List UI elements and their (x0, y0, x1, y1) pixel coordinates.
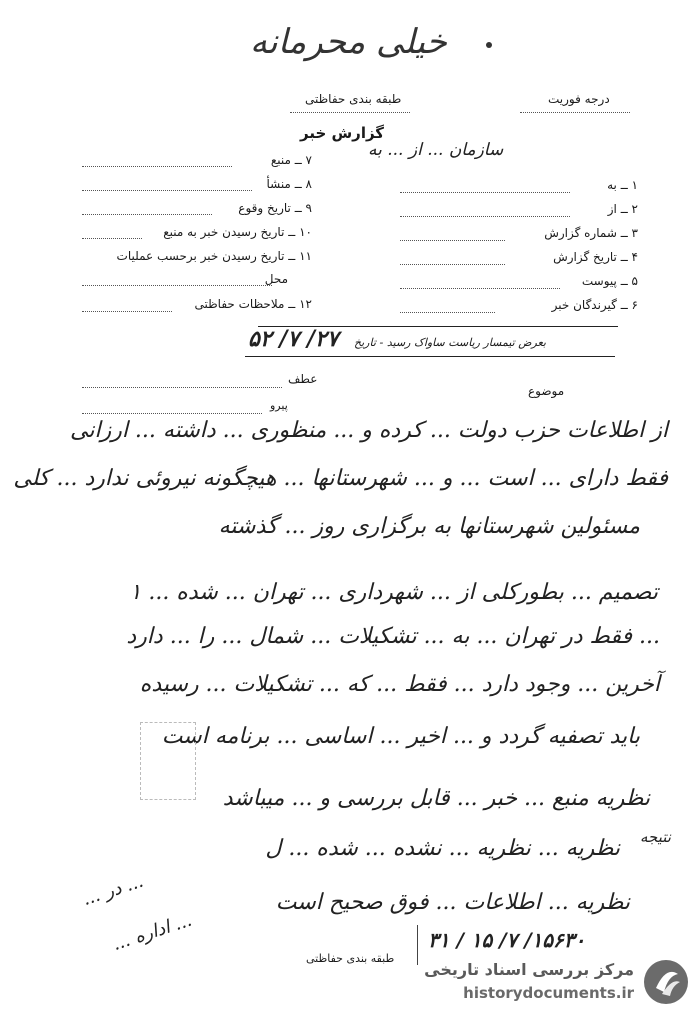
field-8: ۸ ــ منشأ (266, 177, 312, 191)
from-line: سازمان ... از ... به (368, 140, 504, 160)
field-6-dots (400, 312, 495, 313)
field-label: منبع (270, 153, 291, 167)
atf-label: عطف (288, 372, 318, 386)
priority-label: درجه فوریت (548, 92, 610, 106)
body-line-7: باید تصفیه گردد و ... اخیر ... اساسی ... برنامه است (161, 724, 640, 749)
peyro-dots (82, 413, 262, 414)
field-4: ۴ ــ تاریخ گزارش (553, 250, 638, 264)
field-12: ۱۲ ــ ملاحظات حفاظتی (194, 297, 312, 311)
field-num: ۱۲ (299, 297, 312, 311)
field-location-dots (82, 285, 272, 286)
body-line-5: ... فقط در تهران ... به ... تشکیلات ... شمال ... را ... دارد (126, 624, 660, 649)
watermark-title: مرکز بررسی اسناد تاریخی (424, 960, 634, 979)
report-title: گزارش خبر (300, 124, 385, 142)
body-line-3: مسئولین شهرستانها به برگزاری روز ... گذشته (218, 514, 640, 539)
field-label: تاریخ رسیدن خبر برحسب عملیات (116, 249, 285, 263)
field-label: تاریخ رسیدن خبر به منبع (163, 225, 285, 239)
ink-mark (486, 42, 492, 48)
date-stamp-printed: بعرض تیمسار ریاست ساواک رسید - تاریخ (354, 336, 546, 349)
handwritten-title: خیلی محرمانه (250, 22, 447, 62)
field-label: گیرندگان خبر (551, 298, 617, 312)
date-stamp-handwritten: ۲۷/ ۷/ ۵۲ (248, 326, 339, 352)
footer-classification: طبقه بندی حفاظتی (306, 952, 395, 965)
field-label: ملاحظات حفاظتی (194, 297, 285, 311)
field-label: پیوست (581, 274, 617, 288)
field-label: تاریخ وقوع (238, 201, 291, 215)
field-6: ۶ ــ گیرندگان خبر (551, 298, 638, 312)
field-num: ۱ (631, 178, 638, 192)
classification-dots (290, 112, 410, 113)
field-num: ۷ (305, 153, 312, 167)
watermark-logo-icon (642, 958, 690, 1006)
field-num: ۵ (631, 274, 638, 288)
margin-note-1: ... در ... (80, 870, 146, 910)
atf-dots (82, 387, 282, 388)
field-label: به (607, 178, 617, 192)
field-1-dots (400, 192, 570, 193)
field-location: محل (264, 272, 288, 286)
field-4-dots (400, 264, 505, 265)
classification-label-top: طبقه بندی حفاظتی (305, 92, 402, 106)
field-num: ۳ (631, 226, 638, 240)
priority-dots (520, 112, 630, 113)
stamp-ghost (140, 722, 196, 800)
watermark (410, 956, 692, 1008)
body-line-8: نظریه منبع ... خبر ... قابل بررسی و ... میباشد (222, 786, 650, 811)
body-line-2: فقط دارای ... است ... و ... شهرستانها ... هیچگونه نیروئی ندارد ... کلی (13, 466, 668, 491)
field-label: منشأ (266, 177, 291, 191)
field-10: ۱۰ ــ تاریخ رسیدن خبر به منبع (163, 225, 312, 239)
field-label: شماره گزارش (544, 226, 617, 240)
subject-label: موضوع (528, 384, 565, 398)
peyro-label: پیرو (270, 399, 288, 412)
field-12-dots (82, 311, 172, 312)
field-2-dots (400, 216, 570, 217)
margin-note-2: ... اداره ... (110, 909, 195, 955)
body-line-10: نظریه ... اطلاعات ... فوق صحیح است (275, 890, 630, 915)
field-num: ۹ (305, 201, 312, 215)
watermark-url: historydocuments.ir (463, 984, 634, 1002)
field-9-dots (82, 214, 212, 215)
field-num: ۲ (631, 202, 638, 216)
field-3: ۳ ــ شماره گزارش (544, 226, 638, 240)
field-9: ۹ ــ تاریخ وقوع (238, 201, 312, 215)
field-3-dots (400, 240, 505, 241)
footer-stamp-number: ۱۵۶۳۰/ ۷/ ۱۵ / ۳۱ (428, 928, 586, 952)
field-8-dots (82, 190, 252, 191)
field-2: ۲ ــ از (607, 202, 638, 216)
body-line-6: آخرین ... وجود دارد ... فقط ... که ... تشکیلات ... رسیده (139, 672, 660, 697)
field-5: ۵ ــ پیوست (581, 274, 638, 288)
field-7-dots (82, 166, 232, 167)
field-num: ۱۱ (299, 249, 312, 263)
field-1: ۱ ــ به (607, 178, 638, 192)
separator-bottom (245, 356, 615, 357)
field-7: ۷ ــ منبع (270, 153, 312, 167)
margin-note-3: نتیجه (640, 828, 671, 846)
field-num: ۱۰ (299, 225, 312, 239)
field-num: ۴ (631, 250, 638, 264)
field-label: تاریخ گزارش (553, 250, 617, 264)
field-11: ۱۱ ــ تاریخ رسیدن خبر برحسب عملیات (116, 249, 312, 263)
field-10-dots (82, 238, 142, 239)
field-num: ۶ (631, 298, 638, 312)
body-line-9: نظریه ... نظریه ... نشده ... شده ... ل (265, 836, 620, 861)
field-num: ۸ (305, 177, 312, 191)
field-5-dots (400, 288, 560, 289)
field-label: از (607, 202, 617, 216)
body-line-1: از اطلاعات حزب دولت ... کرده و ... منظوری ... داشته ... ارزانی (70, 418, 668, 443)
body-line-4: تصمیم ... بطورکلی از ... شهرداری ... تهران ... شده ... ۱ (129, 580, 658, 605)
